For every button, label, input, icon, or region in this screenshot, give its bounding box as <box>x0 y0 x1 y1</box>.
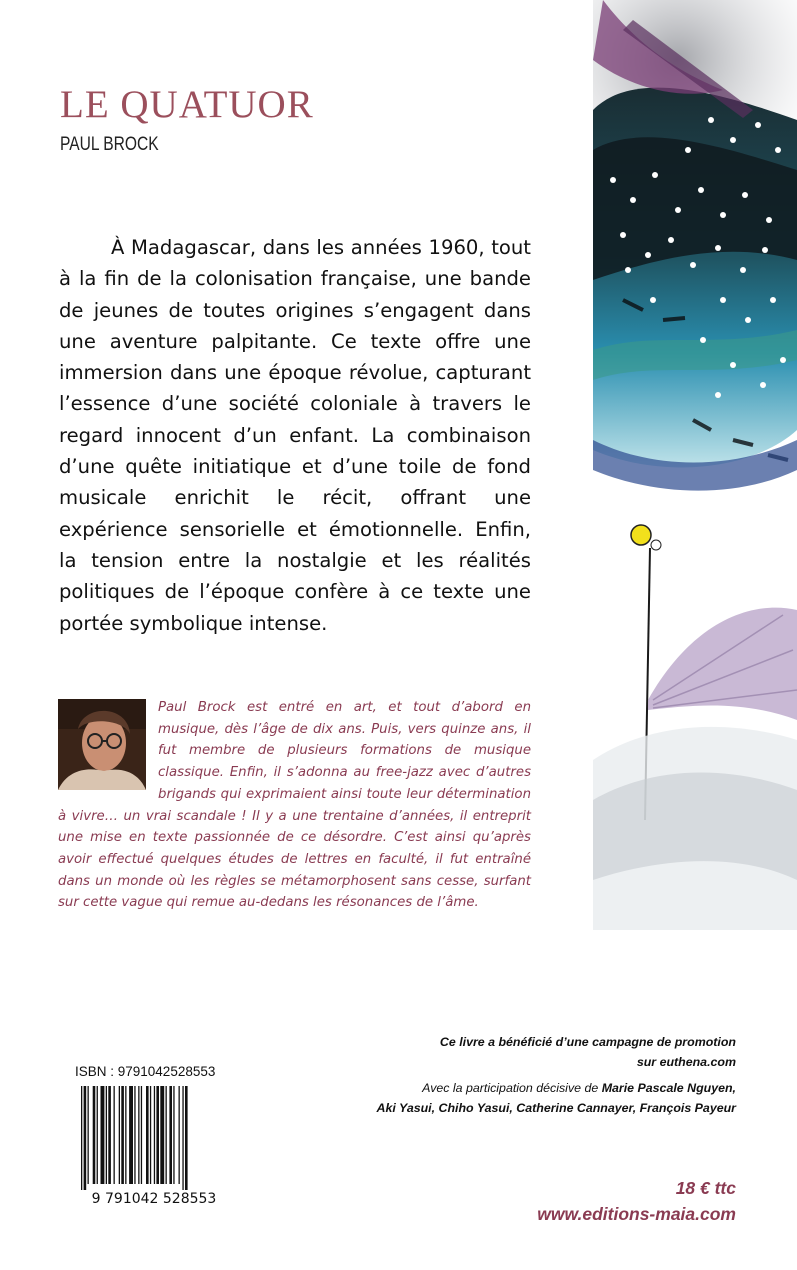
author-biography <box>58 697 531 914</box>
barcode-bar <box>166 1086 167 1184</box>
promotion-line-1: Ce livre a bénéficié d’une campagne de promotion <box>439 1035 736 1049</box>
barcode-bar <box>146 1086 149 1184</box>
book-title: LE QUATUOR <box>60 83 314 126</box>
author-biography-text: Paul Brock est entré en art, et tout d’abord en musique, dès l’âge de dix ans. Puis, vers quinze ans, il fut membre de plusieurs formations de musique classique. Enfin, il s’adonna au free-jazz avec d’autres brigands qui exprimaient ainsi toute leur détermination à vivre… un vrai scandale ! Il y a une trentaine d’années, il entreprit une mise en texte passionnée de ce désordre. C’est ainsi qu’après avoir effectué quelques études de lettres en faculté, il fut entraîné dans un monde où les règles se métamorphosent sans cesse, surfant sur cette vague qui remue au-dedans les résonances de l’âme. <box>58 700 531 911</box>
participation-names-2: Aki Yasui, Chiho Yasui, Catherine Cannayer, François Payeur <box>376 1100 736 1115</box>
barcode-bar <box>97 1086 98 1184</box>
barcode-bar <box>114 1086 115 1184</box>
barcode-bar <box>169 1086 172 1184</box>
barcode-bar <box>138 1086 139 1184</box>
barcode-bar <box>125 1086 126 1184</box>
barcode-bar <box>106 1086 107 1184</box>
barcode-bar <box>173 1086 174 1184</box>
barcode-bar <box>150 1086 151 1184</box>
publisher-website: www.editions-maia.com <box>537 1204 736 1224</box>
barcode-bar <box>88 1086 89 1184</box>
participation-names-1: Marie Pascale Nguyen, <box>601 1081 736 1095</box>
barcode-bars <box>79 1086 229 1206</box>
price: 18 € ttc <box>675 1178 736 1198</box>
author-name: PAUL BROCK <box>60 134 159 155</box>
barcode-bar <box>154 1086 155 1184</box>
barcode-bar <box>129 1086 133 1184</box>
isbn-label: ISBN : 9791042528553 <box>75 1064 216 1079</box>
barcode-bar <box>119 1086 120 1184</box>
barcode-bar <box>160 1086 164 1184</box>
barcode-bar <box>81 1086 82 1190</box>
barcode-bar <box>185 1086 188 1190</box>
barcode <box>79 1086 229 1206</box>
cover-artwork <box>593 0 797 930</box>
barcode-bar <box>101 1086 105 1184</box>
barcode-bar <box>121 1086 124 1184</box>
barcode-bar <box>179 1086 180 1184</box>
promotion-note <box>316 1033 736 1072</box>
synopsis-text: À Madagascar, dans les années 1960, tout à la fin de la colonisation française, une bande de jeunes de toutes origines s’engagent dans une aventure palpitante. Ce texte offre une immersion dans une époque révolue, capturant l’essence d’une société coloniale à travers le regard innocent d’un enfant. La combinaison d’une quête initiatique et d’une toile de fond musicale enrichit le récit, offrant une expérience sensorielle et émotionnelle. Enfin, la tension entre la nostalgie et les réalités politiques de l’époque confère à ce texte une portée symbolique intense. <box>59 236 531 635</box>
participation-note <box>316 1079 736 1118</box>
barcode-bar <box>156 1086 159 1184</box>
barcode-bar <box>182 1086 183 1190</box>
abstract-painting <box>593 0 797 930</box>
promotion-line-2: sur euthena.com <box>636 1054 736 1069</box>
participation-intro: Avec la participation décisive de <box>422 1081 602 1095</box>
barcode-bar <box>134 1086 135 1184</box>
barcode-digits: 9 791042 528553 <box>91 1191 217 1206</box>
barcode-bar <box>108 1086 111 1184</box>
barcode-bar <box>141 1086 142 1184</box>
barcode-bar <box>93 1086 96 1184</box>
barcode-bar <box>84 1086 87 1190</box>
